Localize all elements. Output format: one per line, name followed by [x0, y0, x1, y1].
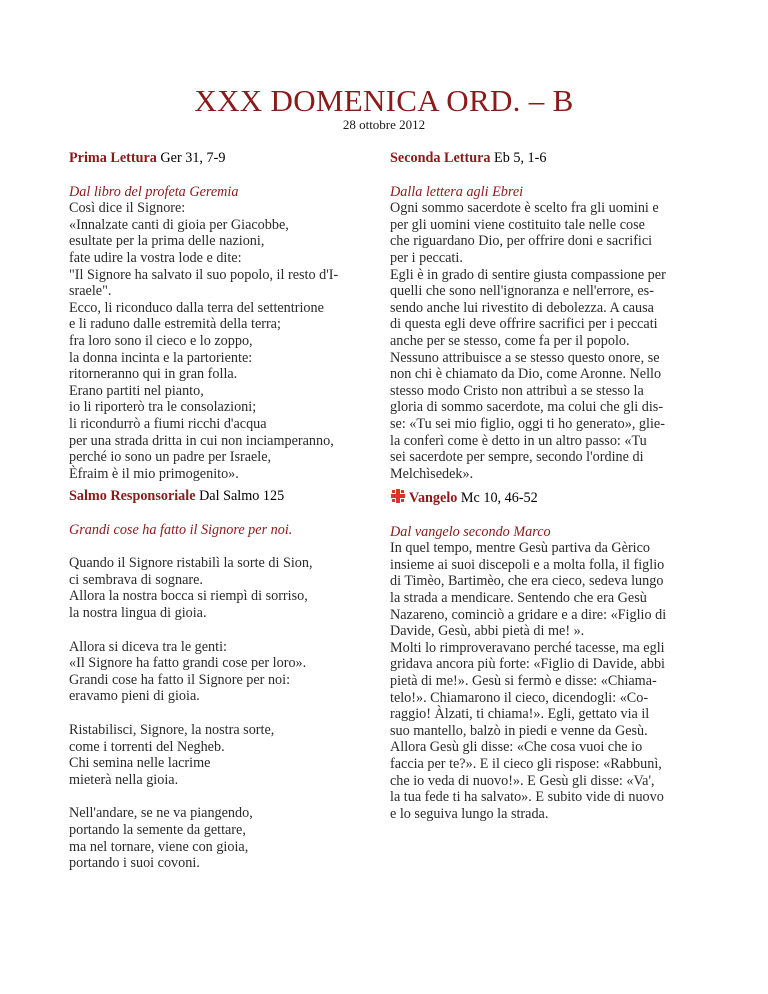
prima-heading	[69, 150, 387, 167]
prima-lettura-section	[69, 150, 387, 482]
seconda-ref: Eb 5, 1-6	[490, 150, 547, 166]
vangelo-intro: Dal vangelo secondo Marco	[390, 523, 551, 540]
salmo-refrain: Grandi cose ha fatto il Signore per noi.	[69, 521, 293, 538]
seconda-lettura-section	[390, 150, 708, 482]
prima-ref: Ger 31, 7-9	[156, 150, 226, 166]
vangelo-ref: Mc 10, 46-52	[457, 490, 538, 506]
page-title: XXX DOMENICA ORD. – B	[194, 83, 574, 118]
vangelo-text: In quel tempo, mentre Gesù partiva da Gèrico insieme ai suoi discepoli e a molta folla, il figlio di Timèo, Bartimèo, che era cieco, sedeva lungo la strada a mendicare. Sentendo che era Gesù Nazareno, cominciò a gridare e a dire: «Figlio di Davide, Gesù, abbi pietà di me! ». Molti lo rimproveravano perché tacesse, ma egli gridava ancora più forte: «Figlio di Davide, abbi pietà di me!». Gesù si fermò e disse: «Chiama- telo!». Chiamarono il cieco, dicendogli: «Co- raggio! Àlzati, ti chiama!». Egli, gettato via il suo mantello, balzò in piedi e venne da Gesù. Allora Gesù gli disse: «Che cosa vuoi che io faccia per te?». E il cieco gli rispose: «Rabbunì, che io veda di nuovo!». E Gesù gli disse: «Va', la tua fede ti ha salvato». E subito vide di nuovo e lo seguiva lungo la strada.	[390, 540, 667, 822]
vangelo-label: Vangelo	[409, 490, 458, 506]
salmo-stanza: Allora si diceva tra le genti: «Il Signore ha fatto grandi cose per loro». Grandi cose ha fatto il Signore per noi: eravamo pieni di gioia.	[69, 638, 307, 705]
seconda-label: Seconda Lettura	[390, 150, 491, 166]
red-cross-icon	[390, 488, 406, 504]
salmo-label: Salmo Responsoriale	[69, 488, 196, 504]
vangelo-section	[390, 488, 708, 822]
vangelo-heading	[390, 488, 708, 507]
prima-intro: Dal libro del profeta Geremia	[69, 183, 239, 200]
date-line: 28 ottobre 2012	[342, 117, 426, 132]
salmo-stanza: Quando il Signore ristabilì la sorte di Sion, ci sembrava di sognare. Allora la nostra bocca si riempì di sorriso, la nostra lingua di gioia.	[69, 555, 313, 621]
salmo-ref: Dal Salmo 125	[195, 488, 285, 504]
seconda-text: Ogni sommo sacerdote è scelto fra gli uomini e per gli uomini viene costituito tale nelle cose che riguardano Dio, per offrire doni e sacrifici per i peccati. Egli è in grado di sentire giusta compassione per quelli che sono nell'ignoranza e nell'errore, es- sendo anche lui rivestito di debolezza. A causa di questa egli deve offrire sacrifici per i peccati anche per se stesso, come fa per il popolo. Nessuno attribuisce a se stesso questo onore, se non chi è chiamato da Dio, come Aronne. Nello stesso modo Cristo non attribuì a se stesso la gloria di sommo sacerdote, ma colui che gli dis- se: «Tu sei mio figlio, oggi ti ho generato», glie- la conferì come è detto in un altro passo: «Tu sei sacerdote per sempre, secondo l'ordine di Melchìsedek».	[390, 200, 666, 482]
salmo-section	[69, 488, 387, 872]
salmo-heading	[69, 488, 387, 505]
salmo-stanza: Nell'andare, se ne va piangendo, portando la semente da gettare, ma nel tornare, viene con gioia, portando i suoi covoni.	[69, 805, 253, 872]
seconda-heading	[390, 150, 708, 167]
seconda-intro: Dalla lettera agli Ebrei	[390, 183, 524, 200]
salmo-stanza: Ristabilisci, Signore, la nostra sorte, come i torrenti del Negheb. Chi semina nelle lacrime mieterà nella gioia.	[69, 721, 275, 788]
prima-label: Prima Lettura	[69, 150, 157, 166]
prima-text: Così dice il Signore: «Innalzate canti di gioia per Giacobbe, esultate per la prima delle nazioni, fate udire la vostra lode e dite: "Il Signore ha salvato il suo popolo, il resto d'I- sraele". Ecco, li riconduco dalla terra del settentrione e li raduno dalle estremità della terra; fra loro sono il cieco e lo zoppo, la donna incinta e la partoriente: ritorneranno qui in gran folla. Erano partiti nel pianto, io li riporterò tra le consolazioni; li ricondurrò a fiumi ricchi d'acqua per una strada dritta in cui non inciamperanno, perché io sono un padre per Israele, Èfraim è il mio primogenito».	[69, 200, 339, 482]
